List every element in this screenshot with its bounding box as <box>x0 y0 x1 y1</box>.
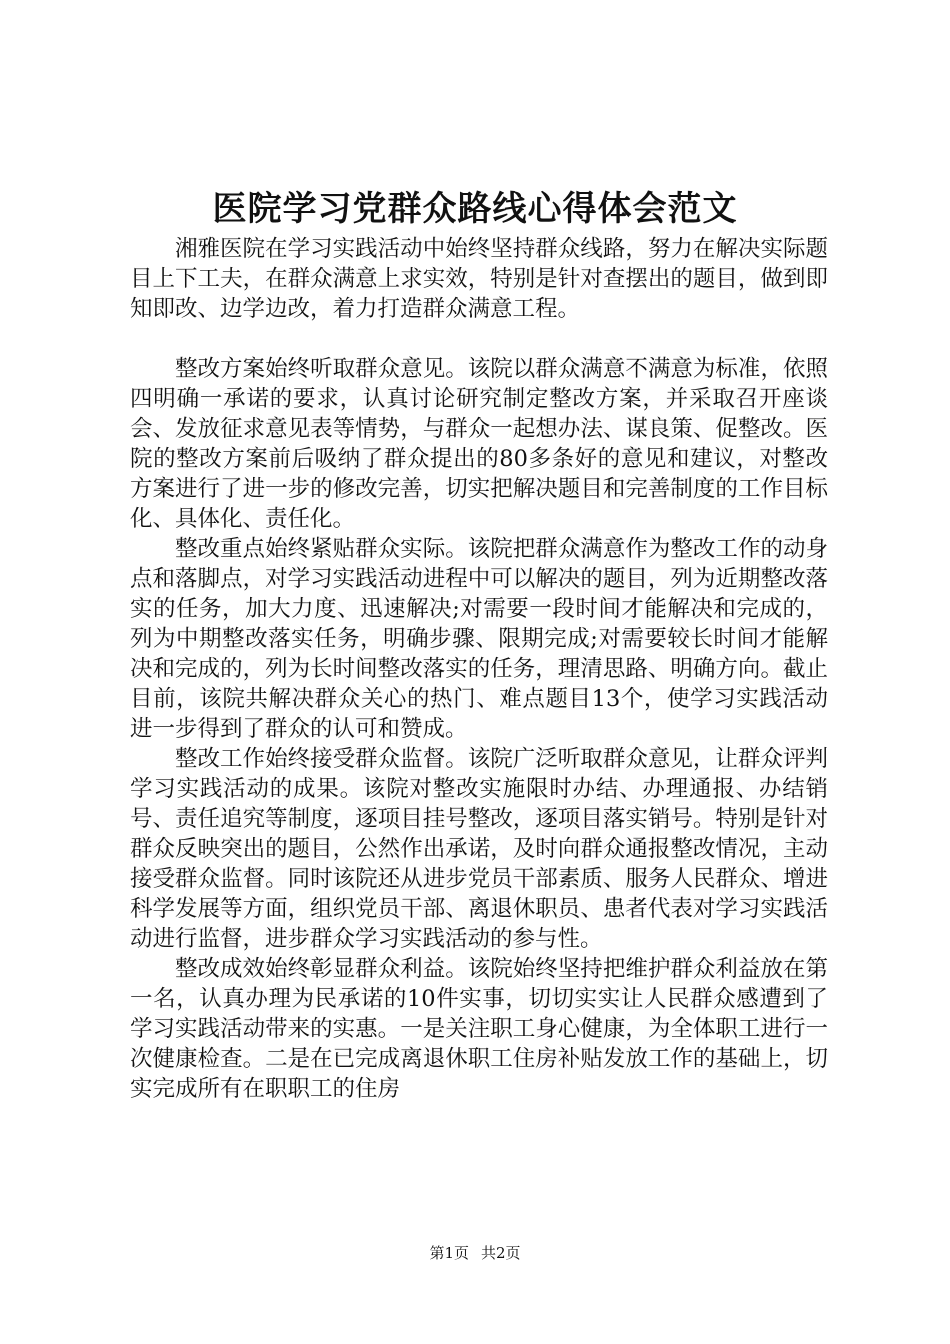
page-footer <box>0 1243 950 1263</box>
page-number: 第1页 <box>429 1244 469 1262</box>
paragraph-public-interest: 整改成效始终彰显群众利益。该院始终坚持把维护群众利益放在第一名，认真办理为民承诺的10件实事，切切实实让人民群众感遭到了学习实践活动带来的实惠。一是关注职工身心健康，为全体职工进行一次健康检查。二是在已完成离退休职工住房补贴发放工作的基础上，切实完成所有在职职工的住房 <box>130 956 828 1102</box>
document-body <box>130 234 828 1104</box>
paragraph-rectification-plan: 整改方案始终听取群众意见。该院以群众满意不满意为标准，依照四明确一承诺的要求，认真讨论研究制定整改方案，并采取召开座谈会、发放征求意见表等情势，与群众一起想办法、谋良策、促整改。医院的整改方案前后吸纳了群众提出的80多条好的意见和建议，对整改方案进行了进一步的修改完善，切实把解决题目和完善制度的工作目标化、具体化、责任化。 <box>130 356 828 532</box>
paragraph-rectification-focus: 整改重点始终紧贴群众实际。该院把群众满意作为整改工作的动身点和落脚点，对学习实践活动进程中可以解决的题目，列为近期整改落实的任务，加大力度、迅速解决;对需要一段时间才能解决和完成的，列为中期整改落实任务，明确步骤、限期完成;对需要较长时间才能解决和完成的，列为长时间整改落实的任务，理清思路、明确方向。截止目前，该院共解决群众关心的热门、难点题目13个，使学习实践活动进一步得到了群众的认可和赞成。 <box>130 536 828 742</box>
document-title: 医院学习党群众路线心得体会范文 <box>212 189 738 229</box>
paragraph-intro: 湘雅医院在学习实践活动中始终坚持群众线路，努力在解决实际题目上下工夫，在群众满意上求实效，特别是针对查摆出的题目，做到即知即改、边学边改，着力打造群众满意工程。 <box>130 236 828 322</box>
paragraph-public-supervision: 整改工作始终接受群众监督。该院广泛听取群众意见，让群众评判学习实践活动的成果。该院对整改实施限时办结、办理通报、办结销号、责任追究等制度，逐项目挂号整改，逐项目落实销号。特别是针对群众反映突出的题目，公然作出承诺，及时向群众通报整改情况，主动接受群众监督。同时该院还从进步党员干部素质、服务人民群众、增进科学发展等方面，组织党员干部、离退休职员、患者代表对学习实践活动进行监督，进步群众学习实践活动的参与性。 <box>130 746 828 952</box>
page-total: 共2页 <box>481 1244 521 1262</box>
